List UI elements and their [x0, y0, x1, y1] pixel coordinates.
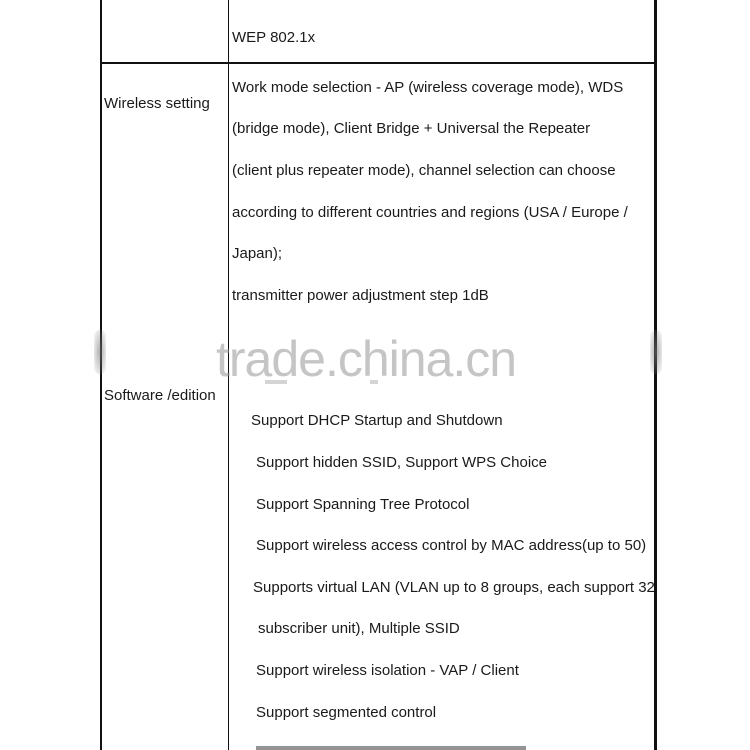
- obscured-text-fragment: [256, 746, 526, 750]
- wireless-line: transmitter power adjustment step 1dB: [232, 287, 489, 304]
- table-border-right: [654, 0, 657, 750]
- software-line: Support segmented control: [256, 704, 437, 721]
- watermark: trade.china.cn: [216, 331, 517, 387]
- software-edition-label: Software /edition: [104, 387, 216, 404]
- wireless-line: (bridge mode), Client Bridge + Universal the Repeater: [232, 120, 591, 137]
- watermark-blob-left: [94, 330, 106, 374]
- software-line: Supports virtual LAN (VLAN up to 8 groups, each support 32: [253, 579, 655, 596]
- security-value: WEP 802.1x: [232, 29, 316, 46]
- wireless-line: according to different countries and regions (USA / Europe /: [232, 204, 628, 221]
- table-row-divider: [100, 62, 657, 64]
- wireless-line: Japan);: [232, 245, 283, 262]
- watermark-blob-right: [650, 330, 662, 374]
- software-line: subscriber unit), Multiple SSID: [258, 620, 460, 637]
- wireless-line: Work mode selection - AP (wireless coverage mode), WDS: [232, 79, 624, 96]
- table-border-left: [100, 0, 102, 750]
- wireless-line: (client plus repeater mode), channel selection can choose: [232, 162, 616, 179]
- software-line: Support Spanning Tree Protocol: [256, 496, 470, 513]
- wireless-setting-label: Wireless setting: [104, 95, 210, 112]
- software-line: Support wireless isolation - VAP / Client: [256, 662, 519, 679]
- software-line: Support wireless access control by MAC address(up to 50): [256, 537, 647, 554]
- software-line: Support DHCP Startup and Shutdown: [251, 412, 503, 429]
- software-line: Support hidden SSID, Support WPS Choice: [256, 454, 547, 471]
